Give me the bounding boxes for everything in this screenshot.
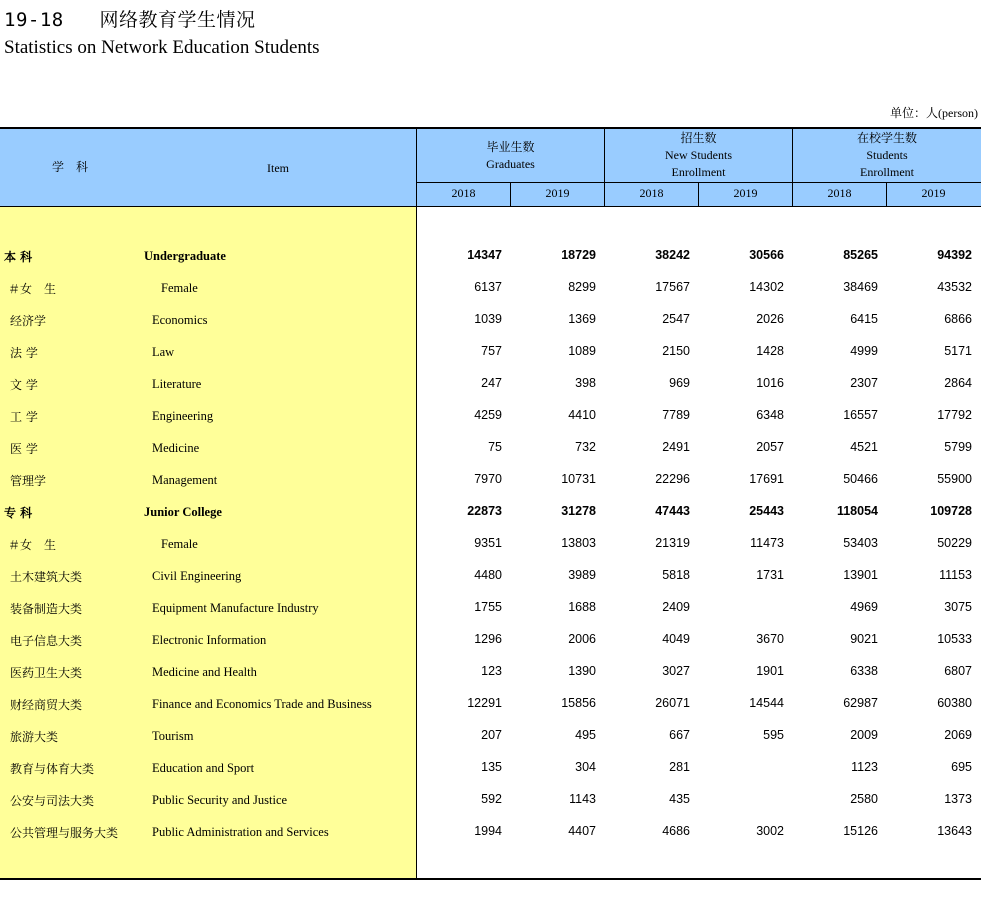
row-value: 15126	[843, 824, 878, 838]
row-value: 2150	[662, 344, 690, 358]
row-label-cn: 财经商贸大类	[10, 698, 83, 712]
row-value: 1296	[474, 632, 502, 646]
table-row	[0, 720, 981, 752]
row-value: 22296	[655, 472, 690, 486]
row-value: 50466	[843, 472, 878, 486]
table-row	[0, 752, 981, 784]
row-value: 2864	[944, 376, 972, 390]
row-value: 592	[481, 792, 502, 806]
row-value: 6807	[944, 664, 972, 678]
row-value: 8299	[568, 280, 596, 294]
row-label-cn: 本 科	[4, 250, 33, 264]
row-value: 398	[575, 376, 596, 390]
row-value: 5818	[662, 568, 690, 582]
row-label-en: Civil Engineering	[152, 569, 242, 583]
row-value: 21319	[655, 536, 690, 550]
header-year: 2019	[921, 186, 946, 200]
row-label-en: Medicine and Health	[152, 665, 257, 679]
row-value: 435	[669, 792, 690, 806]
header-group-graduates-en: Graduates	[486, 157, 535, 171]
row-value: 1089	[568, 344, 596, 358]
row-value: 13643	[937, 824, 972, 838]
row-value: 1428	[756, 344, 784, 358]
row-value: 13803	[561, 536, 596, 550]
row-value: 118054	[836, 504, 878, 518]
row-label-cn: 医药卫生大类	[10, 666, 83, 680]
row-value: 38469	[843, 280, 878, 294]
row-value: 1143	[569, 792, 596, 806]
row-value: 7789	[662, 408, 690, 422]
row-label-cn: 公共管理与服务大类	[10, 826, 119, 840]
row-value: 85265	[843, 248, 878, 262]
header-group-graduates	[417, 139, 604, 173]
row-value: 281	[669, 760, 690, 774]
row-value: 38242	[655, 248, 690, 262]
row-value: 2307	[850, 376, 878, 390]
row-label-en: Engineering	[152, 409, 214, 423]
row-value: 495	[575, 728, 596, 742]
row-label-en: Female	[161, 537, 198, 551]
row-value: 4999	[850, 344, 878, 358]
row-label-cn: 装备制造大类	[10, 602, 83, 616]
row-value: 2057	[756, 440, 784, 454]
row-value: 4410	[568, 408, 596, 422]
table-row	[0, 336, 981, 368]
row-value: 1373	[944, 792, 972, 806]
table-row	[0, 816, 981, 848]
row-value: 31278	[561, 504, 596, 518]
row-value: 3670	[756, 632, 784, 646]
row-value: 667	[669, 728, 690, 742]
row-value: 60380	[937, 696, 972, 710]
row-label-en: Law	[152, 345, 175, 359]
row-value: 4686	[662, 824, 690, 838]
row-value: 25443	[749, 504, 784, 518]
row-value: 109728	[930, 504, 972, 518]
row-value: 3075	[944, 600, 972, 614]
row-value: 4049	[662, 632, 690, 646]
row-label-cn: 经济学	[10, 314, 47, 328]
row-value: 1390	[568, 664, 596, 678]
table-bottom-rule	[0, 878, 981, 880]
row-value: 732	[575, 440, 596, 454]
table-row	[0, 368, 981, 400]
row-label-cn: 电子信息大类	[10, 634, 83, 648]
table-title-cn: 网络教育学生情况	[99, 9, 256, 31]
row-label-cn: 土木建筑大类	[10, 570, 83, 584]
page-title-cn	[4, 5, 256, 32]
row-label-cn: 管理学	[10, 474, 47, 488]
page-title-en: Statistics on Network Education Students	[4, 37, 320, 58]
row-value: 10533	[937, 632, 972, 646]
row-value: 5171	[944, 344, 972, 358]
row-value: 1755	[474, 600, 502, 614]
row-value: 1731	[756, 568, 784, 582]
row-value: 10731	[561, 472, 596, 486]
row-label-en: Equipment Manufacture Industry	[152, 601, 319, 615]
header-group-new-students-en1: New Students	[665, 148, 732, 162]
header-year-divider	[698, 182, 699, 207]
row-value: 30566	[749, 248, 784, 262]
row-value: 15856	[561, 696, 596, 710]
row-label-en: Undergraduate	[144, 249, 226, 263]
row-value: 50229	[937, 536, 972, 550]
row-label-cn: 教育与体育大类	[10, 762, 95, 776]
header-group-new-students-cn: 招生数	[680, 131, 717, 145]
row-value: 595	[763, 728, 784, 742]
header-group-divider	[792, 129, 793, 207]
row-label-en: Economics	[152, 313, 208, 327]
header-year-divider	[886, 182, 887, 207]
row-value: 11473	[750, 536, 784, 550]
row-value: 757	[481, 344, 502, 358]
row-label-en: Medicine	[152, 441, 200, 455]
table-row	[0, 432, 981, 464]
row-label-cn: 专 科	[4, 506, 33, 520]
row-value: 2491	[662, 440, 690, 454]
row-value: 6866	[944, 312, 972, 326]
row-value: 13901	[843, 568, 878, 582]
row-label-en: Management	[152, 473, 218, 487]
row-value: 17691	[749, 472, 784, 486]
table-row	[0, 592, 981, 624]
row-value: 3989	[568, 568, 596, 582]
row-value: 14544	[749, 696, 784, 710]
row-label-cn: ＃女 生	[8, 282, 57, 296]
row-label-en: Public Security and Justice	[152, 793, 288, 807]
row-label-cn: 工 学	[10, 410, 38, 424]
row-label-en: Electronic Information	[152, 633, 267, 647]
row-value: 969	[669, 376, 690, 390]
row-value: 1994	[474, 824, 502, 838]
row-label-en: Finance and Economics Trade and Business	[152, 697, 372, 711]
row-value: 17792	[937, 408, 972, 422]
row-value: 2009	[850, 728, 878, 742]
header-year: 2019	[545, 186, 570, 200]
row-value: 2069	[944, 728, 972, 742]
row-label-cn: 医 学	[10, 442, 38, 456]
row-value: 4480	[474, 568, 502, 582]
row-value: 16557	[843, 408, 878, 422]
table-row	[0, 496, 981, 528]
row-value: 2580	[850, 792, 878, 806]
header-year: 2018	[451, 186, 476, 200]
row-value: 94392	[937, 248, 972, 262]
unit-label: 单位：人(person)	[890, 106, 978, 120]
row-label-en: Female	[161, 281, 198, 295]
row-value: 2547	[662, 312, 690, 326]
header-group-enrollment-en1: Students	[866, 148, 908, 162]
row-value: 1369	[568, 312, 596, 326]
table-row	[0, 272, 981, 304]
row-value: 14347	[467, 248, 502, 262]
table-row	[0, 528, 981, 560]
row-label-cn: 旅游大类	[10, 730, 59, 744]
row-label-cn: 文 学	[10, 378, 38, 392]
header-group-graduates-cn: 毕业生数	[486, 140, 535, 154]
row-value: 47443	[655, 504, 690, 518]
header-group-enrollment-cn: 在校学生数	[856, 131, 917, 145]
row-value: 6338	[850, 664, 878, 678]
row-value: 62987	[843, 696, 878, 710]
row-value: 247	[481, 376, 502, 390]
row-value: 14302	[749, 280, 784, 294]
header-item-en: Item	[267, 161, 289, 175]
table-row	[0, 560, 981, 592]
header-group-new-students-en2: Enrollment	[671, 165, 726, 179]
row-value: 1039	[474, 312, 502, 326]
row-value: 1123	[851, 760, 878, 774]
row-value: 26071	[655, 696, 690, 710]
row-value: 5799	[944, 440, 972, 454]
header-group-enrollment	[793, 130, 981, 181]
row-value: 1016	[756, 376, 784, 390]
header-group-enrollment-en2: Enrollment	[860, 165, 914, 179]
row-value: 17567	[655, 280, 690, 294]
table-number: 19-18	[4, 9, 64, 31]
row-value: 6348	[756, 408, 784, 422]
table-row	[0, 240, 981, 272]
row-value: 1688	[568, 600, 596, 614]
row-value: 2026	[756, 312, 784, 326]
row-value: 22873	[467, 504, 502, 518]
row-label-cn: 法 学	[10, 346, 38, 360]
row-label-cn: 公安与司法大类	[10, 794, 95, 808]
row-value: 75	[488, 440, 502, 454]
header-subject-cn: 学 科	[51, 160, 88, 174]
row-value: 53403	[843, 536, 878, 550]
row-value: 207	[481, 728, 502, 742]
header-year-divider	[510, 182, 511, 207]
table-row	[0, 400, 981, 432]
row-label-en: Tourism	[152, 729, 194, 743]
table-row	[0, 464, 981, 496]
table-row	[0, 656, 981, 688]
row-value: 9021	[850, 632, 878, 646]
row-value: 18729	[561, 248, 596, 262]
table-row	[0, 688, 981, 720]
row-value: 304	[575, 760, 596, 774]
table-row	[0, 784, 981, 816]
row-label-cn: ＃女 生	[8, 538, 57, 552]
header-bottom-rule	[0, 206, 981, 207]
header-group-new-students	[605, 130, 792, 181]
row-value: 4969	[850, 600, 878, 614]
row-value: 4407	[568, 824, 596, 838]
row-label-en: Literature	[152, 377, 202, 391]
row-label-en: Education and Sport	[152, 761, 255, 775]
row-value: 55900	[937, 472, 972, 486]
table-row	[0, 304, 981, 336]
row-value: 9351	[474, 536, 502, 550]
row-value: 6137	[474, 280, 502, 294]
row-value: 2006	[568, 632, 596, 646]
header-group-divider	[604, 129, 605, 207]
row-value: 3002	[756, 824, 784, 838]
row-value: 3027	[662, 664, 690, 678]
row-value: 11153	[939, 568, 972, 582]
table-row	[0, 624, 981, 656]
row-value: 2409	[662, 600, 690, 614]
header-group-rule	[416, 182, 981, 183]
header-year: 2019	[733, 186, 758, 200]
row-value: 12291	[467, 696, 502, 710]
row-value: 4521	[850, 440, 878, 454]
row-label-en: Junior College	[144, 505, 222, 519]
row-value: 6415	[850, 312, 878, 326]
row-value: 123	[481, 664, 502, 678]
row-value: 7970	[474, 472, 502, 486]
row-value: 695	[951, 760, 972, 774]
row-value: 43532	[937, 280, 972, 294]
row-value: 1901	[756, 664, 784, 678]
header-year: 2018	[639, 186, 664, 200]
row-value: 135	[481, 760, 502, 774]
row-value: 4259	[474, 408, 502, 422]
header-year: 2018	[827, 186, 852, 200]
row-label-en: Public Administration and Services	[152, 825, 329, 839]
